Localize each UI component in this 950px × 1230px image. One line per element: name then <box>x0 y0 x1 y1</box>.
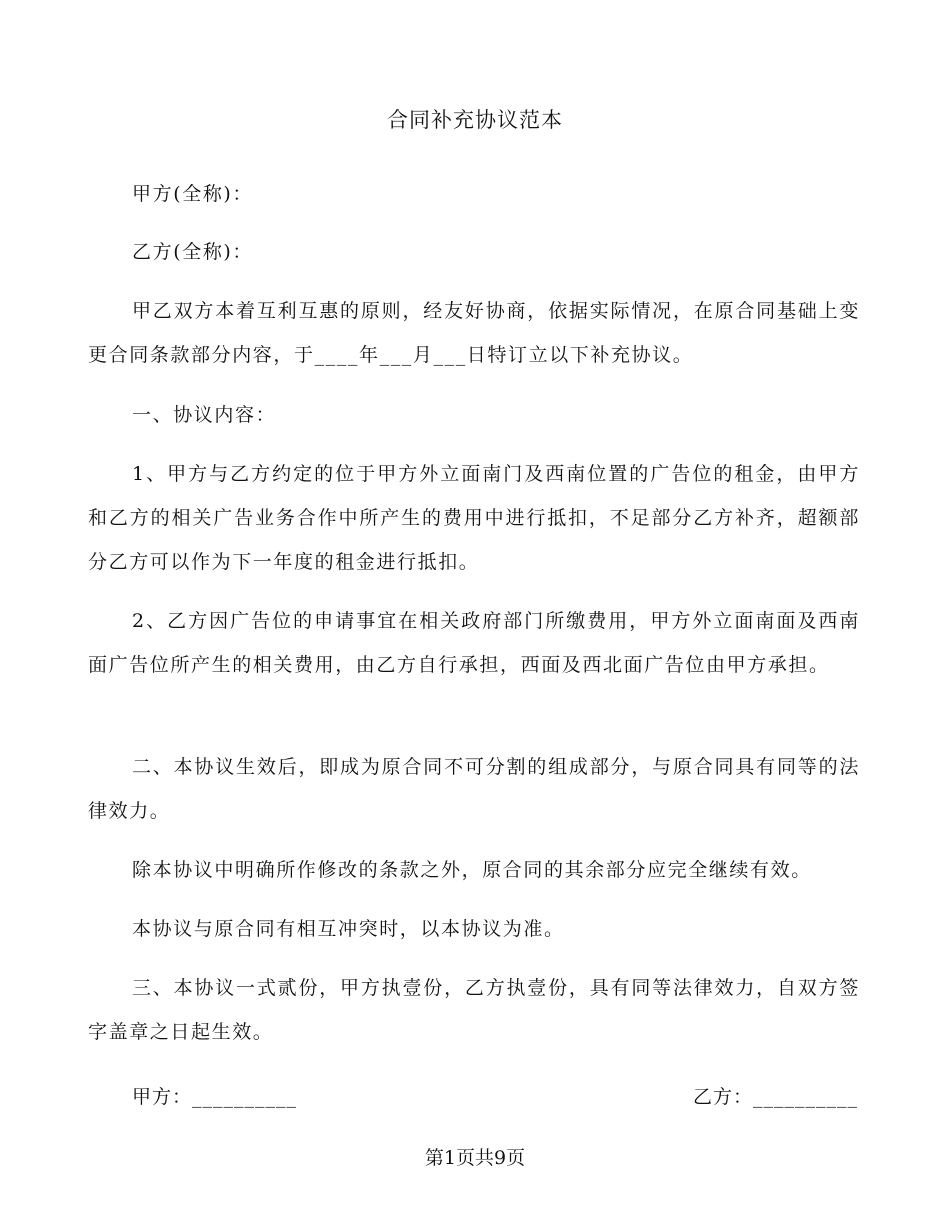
section-one-heading: 一、协议内容： <box>132 404 277 426</box>
remaining-clauses-paragraph: 除本协议中明确所作修改的条款之外，原合同的其余部分应完全继续有效。 <box>132 859 812 881</box>
section-three-paragraph: 三、本协议一式贰份，甲方执壹份，乙方执壹份，具有同等法律效力，自双方签字盖章之日起生效。 <box>88 977 860 1043</box>
conflict-paragraph: 本协议与原合同有相互冲突时，以本协议为准。 <box>132 918 565 940</box>
page-indicator: 第1页共9页 <box>424 1147 526 1169</box>
party-a-line: 甲方(全称)： <box>132 183 254 205</box>
party-b-line: 乙方(全称)： <box>132 241 254 263</box>
section-two-paragraph: 二、本协议生效后，即成为原合同不可分割的组成部分，与原合同具有同等的法律效力。 <box>88 756 860 822</box>
intro-paragraph: 甲乙双方本着互利互惠的原则，经友好协商，依据实际情况，在原合同基础上变更合同条款部分内容，于____年___月___日特订立以下补充协议。 <box>88 300 860 366</box>
party-a-signature: 甲方：__________ <box>132 1086 298 1108</box>
document-title: 合同补充协议范本 <box>387 108 563 132</box>
clause-2-paragraph: 2、乙方因广告位的申请事宜在相关政府部门所缴费用，甲方外立面南面及西南面广告位所产生的相关费用，由乙方自行承担，西面及西北面广告位由甲方承担。 <box>88 610 860 676</box>
party-b-signature: 乙方：__________ <box>692 1086 858 1108</box>
clause-1-paragraph: 1、甲方与乙方约定的位于甲方外立面南门及西南位置的广告位的租金，由甲方和乙方的相关广告业务合作中所产生的费用中进行抵扣，不足部分乙方补齐，超额部分乙方可以作为下一年度的租金进行抵扣。 <box>88 463 860 573</box>
